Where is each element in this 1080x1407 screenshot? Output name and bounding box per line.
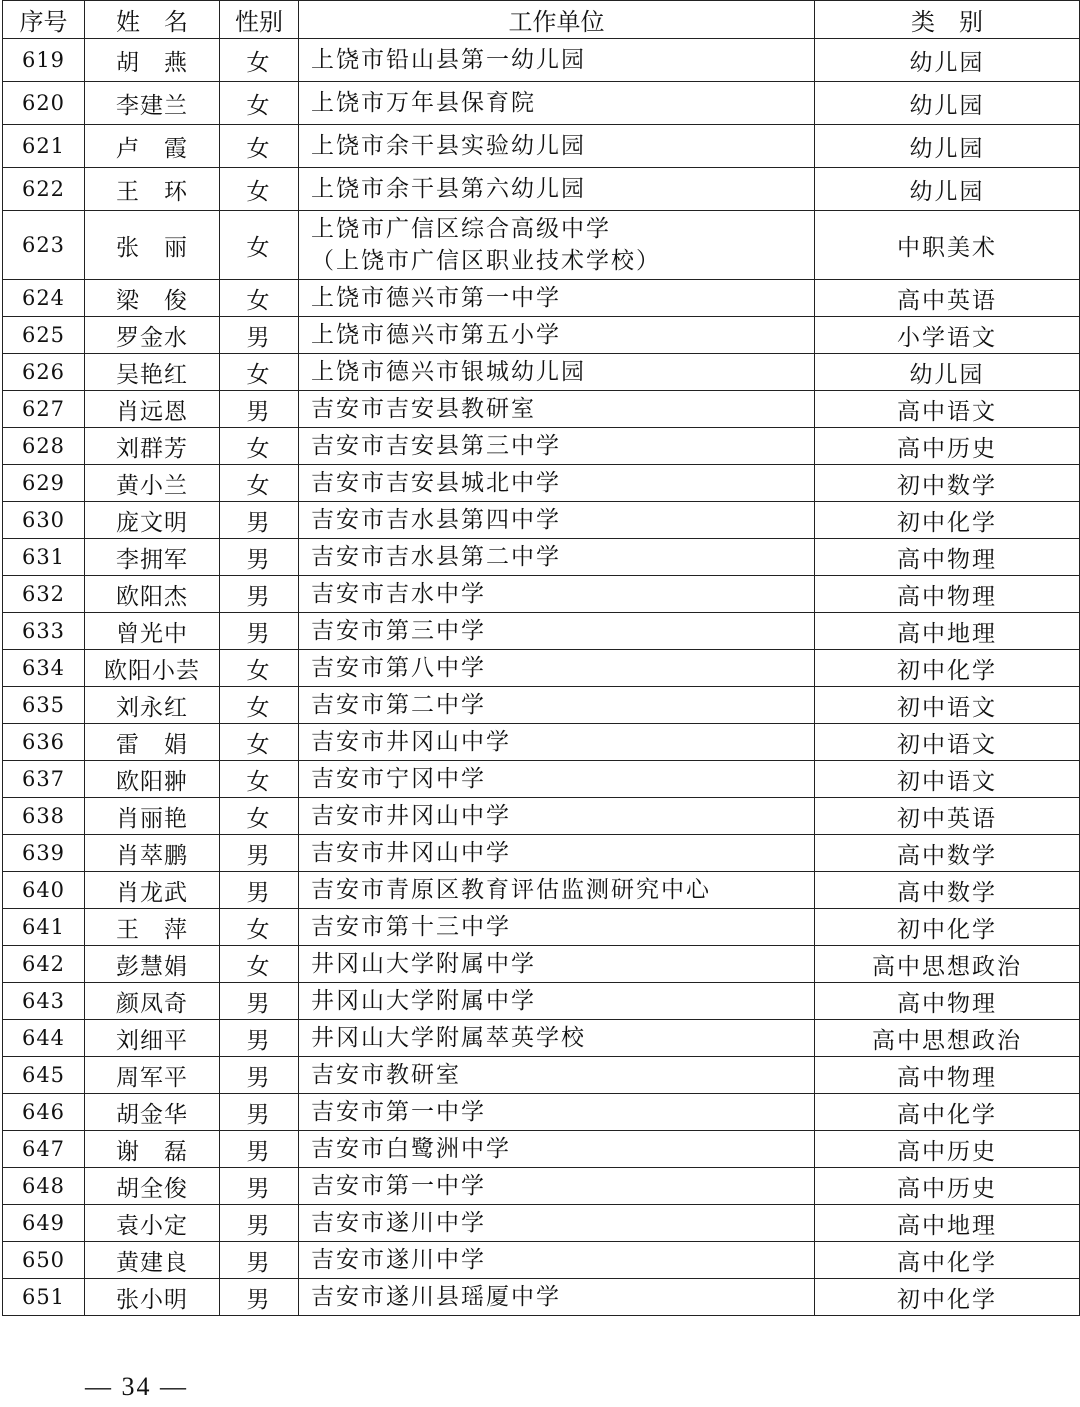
cell-gender: 女 <box>220 428 299 465</box>
table-row <box>3 798 1080 835</box>
cell-gender: 男 <box>220 1279 299 1316</box>
cell-gender: 男 <box>220 872 299 909</box>
cell-name: 周军平 <box>85 1057 220 1094</box>
cell-unit: 吉安市第二中学 <box>299 687 815 724</box>
cell-number: 626 <box>3 354 85 391</box>
cell-category: 幼儿园 <box>815 82 1080 125</box>
cell-gender: 女 <box>220 82 299 125</box>
cell-name: 彭慧娟 <box>85 946 220 983</box>
cell-name: 雷 娟 <box>85 724 220 761</box>
page-number: — 34 — <box>85 1372 188 1401</box>
cell-unit: 井冈山大学附属萃英学校 <box>299 1020 815 1057</box>
cell-number: 635 <box>3 687 85 724</box>
cell-category: 高中历史 <box>815 428 1080 465</box>
cell-unit: 吉安市第八中学 <box>299 650 815 687</box>
cell-unit: 上饶市万年县保育院 <box>299 82 815 125</box>
cell-category: 初中英语 <box>815 798 1080 835</box>
cell-category: 高中思想政治 <box>815 946 1080 983</box>
cell-number: 625 <box>3 317 85 354</box>
cell-number: 642 <box>3 946 85 983</box>
table-row <box>3 168 1080 211</box>
cell-gender: 女 <box>220 798 299 835</box>
cell-number: 627 <box>3 391 85 428</box>
table-row <box>3 317 1080 354</box>
cell-number: 623 <box>3 211 85 280</box>
cell-category: 初中化学 <box>815 650 1080 687</box>
cell-gender: 男 <box>220 502 299 539</box>
cell-category: 高中化学 <box>815 1094 1080 1131</box>
cell-name: 刘群芳 <box>85 428 220 465</box>
cell-gender: 女 <box>220 650 299 687</box>
cell-name: 庞文明 <box>85 502 220 539</box>
cell-number: 644 <box>3 1020 85 1057</box>
cell-name: 肖远恩 <box>85 391 220 428</box>
header-category: 类 别 <box>815 1 1080 39</box>
cell-number: 636 <box>3 724 85 761</box>
table-row <box>3 1279 1080 1316</box>
table-body <box>3 39 1080 1316</box>
cell-gender: 男 <box>220 983 299 1020</box>
cell-number: 620 <box>3 82 85 125</box>
cell-category: 初中数学 <box>815 465 1080 502</box>
cell-gender: 男 <box>220 1057 299 1094</box>
cell-name: 袁小定 <box>85 1205 220 1242</box>
cell-gender: 男 <box>220 613 299 650</box>
cell-unit: 吉安市吉安县教研室 <box>299 391 815 428</box>
cell-category: 高中数学 <box>815 835 1080 872</box>
cell-category: 小学语文 <box>815 317 1080 354</box>
cell-gender: 女 <box>220 946 299 983</box>
cell-gender: 女 <box>220 280 299 317</box>
cell-name: 王 萍 <box>85 909 220 946</box>
cell-name: 颜凤奇 <box>85 983 220 1020</box>
cell-number: 651 <box>3 1279 85 1316</box>
cell-category: 高中英语 <box>815 280 1080 317</box>
cell-unit: 吉安市遂川中学 <box>299 1242 815 1279</box>
cell-unit: 上饶市德兴市第五小学 <box>299 317 815 354</box>
cell-name: 谢 磊 <box>85 1131 220 1168</box>
table-row <box>3 1242 1080 1279</box>
cell-unit: 吉安市第一中学 <box>299 1168 815 1205</box>
cell-category: 高中物理 <box>815 576 1080 613</box>
cell-gender: 女 <box>220 211 299 280</box>
cell-category: 高中化学 <box>815 1242 1080 1279</box>
cell-number: 622 <box>3 168 85 211</box>
cell-name: 曾光中 <box>85 613 220 650</box>
cell-gender: 女 <box>220 168 299 211</box>
cell-number: 648 <box>3 1168 85 1205</box>
cell-unit: 吉安市第十三中学 <box>299 909 815 946</box>
table-row <box>3 1205 1080 1242</box>
header-unit: 工作单位 <box>299 1 815 39</box>
table-row <box>3 280 1080 317</box>
cell-gender: 男 <box>220 1205 299 1242</box>
table-row <box>3 946 1080 983</box>
table-row <box>3 1131 1080 1168</box>
cell-category: 高中思想政治 <box>815 1020 1080 1057</box>
table-row <box>3 687 1080 724</box>
table-row <box>3 39 1080 82</box>
cell-unit: 上饶市德兴市第一中学 <box>299 280 815 317</box>
cell-category: 高中物理 <box>815 1057 1080 1094</box>
table-row <box>3 576 1080 613</box>
cell-category: 高中历史 <box>815 1131 1080 1168</box>
table-row <box>3 983 1080 1020</box>
cell-name: 卢 霞 <box>85 125 220 168</box>
cell-number: 646 <box>3 1094 85 1131</box>
cell-number: 649 <box>3 1205 85 1242</box>
cell-number: 638 <box>3 798 85 835</box>
cell-unit: 吉安市吉水县第二中学 <box>299 539 815 576</box>
table-row <box>3 1020 1080 1057</box>
table-row <box>3 125 1080 168</box>
table-row <box>3 761 1080 798</box>
cell-category: 幼儿园 <box>815 125 1080 168</box>
cell-number: 639 <box>3 835 85 872</box>
cell-unit: 吉安市遂川县瑶厦中学 <box>299 1279 815 1316</box>
cell-category: 初中语文 <box>815 687 1080 724</box>
cell-number: 641 <box>3 909 85 946</box>
cell-unit: 上饶市余干县实验幼儿园 <box>299 125 815 168</box>
cell-name: 胡全俊 <box>85 1168 220 1205</box>
cell-unit: 吉安市吉安县城北中学 <box>299 465 815 502</box>
table-row <box>3 428 1080 465</box>
cell-gender: 女 <box>220 125 299 168</box>
cell-name: 黄建良 <box>85 1242 220 1279</box>
cell-unit: 吉安市宁冈中学 <box>299 761 815 798</box>
cell-gender: 女 <box>220 909 299 946</box>
table-row <box>3 502 1080 539</box>
cell-name: 欧阳翀 <box>85 761 220 798</box>
cell-gender: 女 <box>220 465 299 502</box>
cell-gender: 女 <box>220 354 299 391</box>
cell-unit: 吉安市井冈山中学 <box>299 798 815 835</box>
cell-unit: 吉安市吉水县第四中学 <box>299 502 815 539</box>
cell-gender: 男 <box>220 1131 299 1168</box>
cell-number: 645 <box>3 1057 85 1094</box>
table-row <box>3 211 1080 280</box>
table-header-row <box>3 1 1080 39</box>
table-row <box>3 465 1080 502</box>
cell-unit: 吉安市吉安县第三中学 <box>299 428 815 465</box>
table-row <box>3 613 1080 650</box>
cell-name: 欧阳杰 <box>85 576 220 613</box>
cell-category: 高中地理 <box>815 613 1080 650</box>
cell-gender: 男 <box>220 317 299 354</box>
cell-gender: 男 <box>220 1168 299 1205</box>
cell-number: 640 <box>3 872 85 909</box>
cell-number: 632 <box>3 576 85 613</box>
cell-number: 650 <box>3 1242 85 1279</box>
header-name: 姓 名 <box>85 1 220 39</box>
header-number: 序号 <box>3 1 85 39</box>
table-row <box>3 539 1080 576</box>
cell-category: 幼儿园 <box>815 168 1080 211</box>
cell-gender: 男 <box>220 539 299 576</box>
table-row <box>3 909 1080 946</box>
cell-name: 梁 俊 <box>85 280 220 317</box>
cell-unit: 上饶市德兴市银城幼儿园 <box>299 354 815 391</box>
cell-category: 高中语文 <box>815 391 1080 428</box>
cell-category: 初中化学 <box>815 909 1080 946</box>
cell-name: 罗金水 <box>85 317 220 354</box>
cell-category: 中职美术 <box>815 211 1080 280</box>
header-gender: 性别 <box>220 1 299 39</box>
cell-unit: 吉安市井冈山中学 <box>299 724 815 761</box>
cell-name: 王 环 <box>85 168 220 211</box>
cell-number: 633 <box>3 613 85 650</box>
cell-number: 631 <box>3 539 85 576</box>
cell-number: 628 <box>3 428 85 465</box>
cell-gender: 男 <box>220 1242 299 1279</box>
cell-category: 高中物理 <box>815 539 1080 576</box>
cell-name: 李拥军 <box>85 539 220 576</box>
cell-category: 高中数学 <box>815 872 1080 909</box>
cell-name: 张 丽 <box>85 211 220 280</box>
cell-unit: 吉安市井冈山中学 <box>299 835 815 872</box>
cell-name: 胡 燕 <box>85 39 220 82</box>
cell-gender: 男 <box>220 1020 299 1057</box>
cell-unit: 吉安市第一中学 <box>299 1094 815 1131</box>
cell-number: 643 <box>3 983 85 1020</box>
table-row <box>3 354 1080 391</box>
cell-category: 高中地理 <box>815 1205 1080 1242</box>
table-row <box>3 1057 1080 1094</box>
cell-category: 高中物理 <box>815 983 1080 1020</box>
cell-category: 初中化学 <box>815 1279 1080 1316</box>
cell-name: 胡金华 <box>85 1094 220 1131</box>
table-row <box>3 835 1080 872</box>
table-row <box>3 1168 1080 1205</box>
unit-line-1: 上饶市广信区综合高级中学 <box>311 216 611 242</box>
cell-unit: 吉安市青原区教育评估监测研究中心 <box>299 872 815 909</box>
table-row <box>3 1094 1080 1131</box>
cell-unit <box>299 211 815 280</box>
cell-category: 幼儿园 <box>815 39 1080 82</box>
cell-name: 张小明 <box>85 1279 220 1316</box>
cell-number: 634 <box>3 650 85 687</box>
cell-name: 刘永红 <box>85 687 220 724</box>
cell-gender: 女 <box>220 724 299 761</box>
cell-gender: 女 <box>220 39 299 82</box>
cell-category: 初中语文 <box>815 761 1080 798</box>
cell-number: 637 <box>3 761 85 798</box>
cell-number: 647 <box>3 1131 85 1168</box>
cell-gender: 男 <box>220 391 299 428</box>
cell-unit: 吉安市第三中学 <box>299 613 815 650</box>
cell-gender: 男 <box>220 835 299 872</box>
cell-name: 李建兰 <box>85 82 220 125</box>
table-row <box>3 724 1080 761</box>
table-row <box>3 650 1080 687</box>
cell-unit: 井冈山大学附属中学 <box>299 946 815 983</box>
roster-table <box>2 0 1080 1316</box>
cell-number: 624 <box>3 280 85 317</box>
cell-unit: 上饶市余干县第六幼儿园 <box>299 168 815 211</box>
cell-name: 欧阳小芸 <box>85 650 220 687</box>
cell-unit: 吉安市吉水中学 <box>299 576 815 613</box>
cell-unit: 吉安市白鹭洲中学 <box>299 1131 815 1168</box>
table-row <box>3 872 1080 909</box>
cell-gender: 女 <box>220 687 299 724</box>
cell-gender: 男 <box>220 576 299 613</box>
cell-gender: 男 <box>220 1094 299 1131</box>
cell-number: 629 <box>3 465 85 502</box>
cell-number: 621 <box>3 125 85 168</box>
table-row <box>3 391 1080 428</box>
cell-unit: 吉安市遂川中学 <box>299 1205 815 1242</box>
cell-gender: 女 <box>220 761 299 798</box>
cell-number: 630 <box>3 502 85 539</box>
cell-name: 肖龙武 <box>85 872 220 909</box>
cell-name: 肖萃鹏 <box>85 835 220 872</box>
cell-unit: 上饶市铅山县第一幼儿园 <box>299 39 815 82</box>
table-row <box>3 82 1080 125</box>
cell-name: 肖丽艳 <box>85 798 220 835</box>
cell-name: 吴艳红 <box>85 354 220 391</box>
cell-name: 刘细平 <box>85 1020 220 1057</box>
cell-unit: 吉安市教研室 <box>299 1057 815 1094</box>
cell-unit: 井冈山大学附属中学 <box>299 983 815 1020</box>
cell-category: 高中历史 <box>815 1168 1080 1205</box>
cell-category: 幼儿园 <box>815 354 1080 391</box>
cell-category: 初中语文 <box>815 724 1080 761</box>
unit-line-2: （上饶市广信区职业技术学校） <box>311 248 661 274</box>
cell-name: 黄小兰 <box>85 465 220 502</box>
cell-category: 初中化学 <box>815 502 1080 539</box>
cell-number: 619 <box>3 39 85 82</box>
